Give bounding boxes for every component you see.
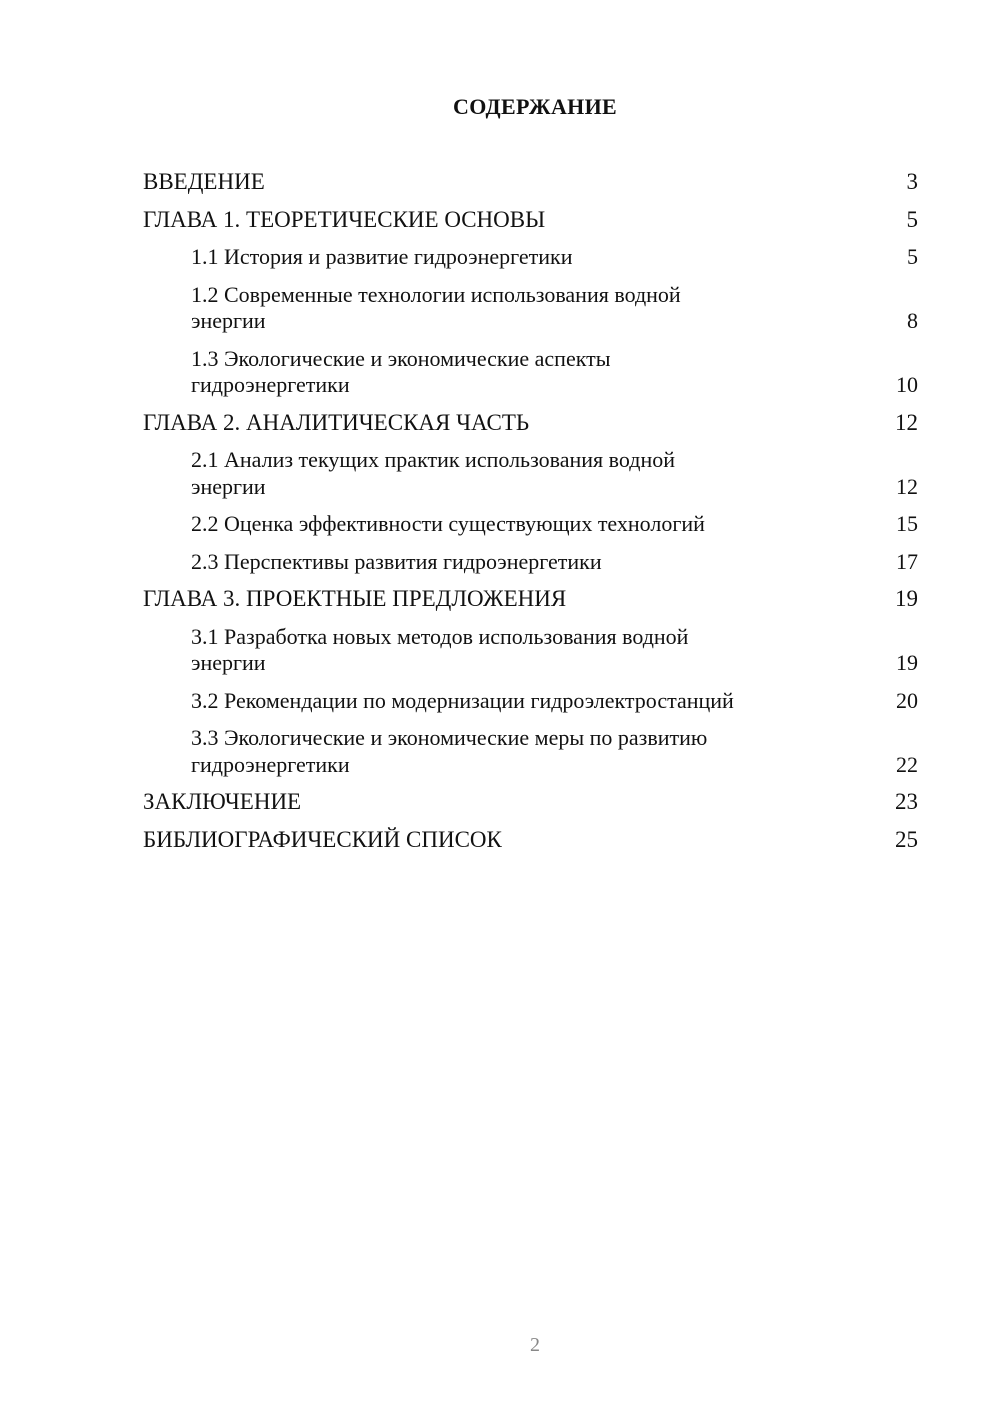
- toc-entry-chapter-1[interactable]: [143, 207, 918, 245]
- toc-entry-introduction[interactable]: [143, 169, 918, 207]
- toc-entry-label: ГЛАВА 2. АНАЛИТИЧЕСКАЯ ЧАСТЬ: [143, 409, 530, 435]
- toc-entry-label: БИБЛИОГРАФИЧЕСКИЙ СПИСОК: [143, 826, 502, 852]
- toc-entry-section-3-3[interactable]: [143, 725, 918, 789]
- toc-entry-label: 1.3 Экологические и экономические аспекты гидроэнергетики: [191, 345, 611, 397]
- toc-entry-chapter-2[interactable]: [143, 410, 918, 448]
- page-title: СОДЕРЖАНИЕ: [453, 94, 617, 119]
- toc-entry-page: 23: [895, 789, 918, 814]
- toc-entry-label: 2.1 Анализ текущих практик использования водной энергии: [191, 447, 676, 499]
- toc-entry-label: 2.3 Перспективы развития гидроэнергетики: [191, 548, 602, 574]
- toc-entry-section-1-2[interactable]: [143, 282, 918, 346]
- toc-entry-section-1-3[interactable]: [143, 346, 918, 410]
- toc-entry-page: 3: [906, 169, 918, 194]
- toc-entry-label: 3.1 Разработка новых методов использования водной энергии: [191, 623, 689, 675]
- toc-entry-section-2-3[interactable]: [143, 549, 918, 587]
- toc-entry-bibliography[interactable]: [143, 827, 918, 865]
- toc-entry-label: 2.2 Оценка эффективности существующих технологий: [191, 511, 705, 536]
- toc-entry-label: ЗАКЛЮЧЕНИЕ: [143, 789, 302, 814]
- table-of-contents: [143, 169, 918, 864]
- toc-entry-label: 1.2 Современные технологии использования водной энергии: [191, 281, 681, 333]
- toc-entry-page: 19: [896, 650, 918, 675]
- toc-entry-label: 3.2 Рекомендации по модернизации гидроэлектростанций: [191, 687, 734, 713]
- toc-entry-page: 19: [895, 586, 918, 611]
- toc-entry-page: 15: [896, 511, 918, 536]
- toc-entry-page: 12: [896, 473, 918, 499]
- page-number: 2: [530, 1334, 540, 1356]
- toc-entry-label: 3.3 Экологические и экономические меры по развитию гидроэнергетики: [191, 725, 708, 777]
- toc-entry-page: 17: [896, 548, 918, 574]
- toc-entry-conclusion[interactable]: [143, 789, 918, 827]
- toc-entry-section-3-2[interactable]: [143, 688, 918, 726]
- toc-entry-section-2-2[interactable]: [143, 511, 918, 549]
- toc-entry-section-3-1[interactable]: [143, 624, 918, 688]
- toc-entry-page: 12: [895, 409, 918, 435]
- toc-entry-chapter-3[interactable]: [143, 586, 918, 624]
- toc-entry-page: 5: [906, 206, 918, 232]
- toc-entry-label: ГЛАВА 3. ПРОЕКТНЫЕ ПРЕДЛОЖЕНИЯ: [143, 586, 567, 611]
- toc-entry-page: 10: [896, 372, 918, 397]
- toc-entry-label: ВВЕДЕНИЕ: [143, 169, 265, 194]
- toc-entry-page: 22: [896, 751, 918, 777]
- toc-entry-page: 5: [907, 244, 918, 269]
- toc-entry-page: 20: [896, 687, 918, 713]
- toc-entry-page: 25: [895, 826, 918, 852]
- toc-entry-section-2-1[interactable]: [143, 447, 918, 511]
- toc-entry-page: 8: [907, 308, 918, 333]
- toc-entry-section-1-1[interactable]: [143, 244, 918, 282]
- toc-entry-label: ГЛАВА 1. ТЕОРЕТИЧЕСКИЕ ОСНОВЫ: [143, 206, 546, 232]
- toc-entry-label: 1.1 История и развитие гидроэнергетики: [191, 244, 573, 269]
